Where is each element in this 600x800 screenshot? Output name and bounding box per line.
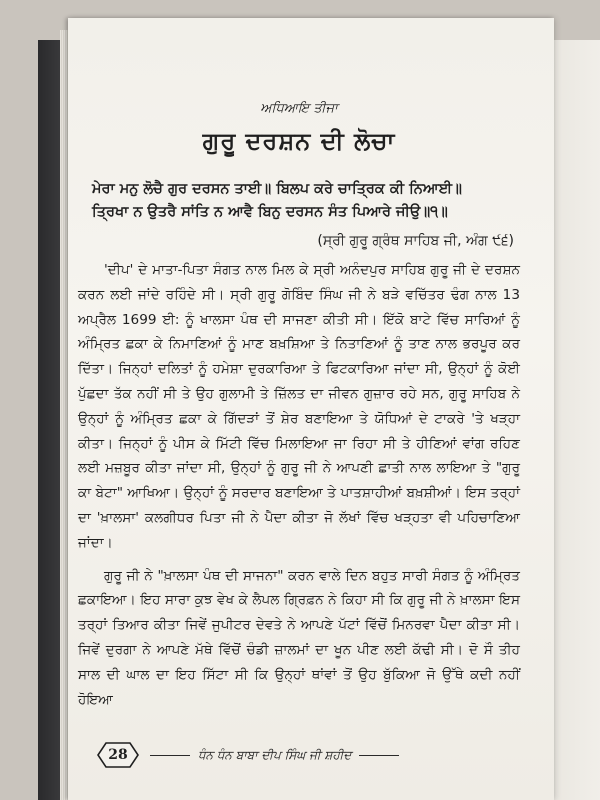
page-footer: [96, 740, 516, 770]
page-number: 28: [108, 747, 128, 763]
page-number-badge: [96, 741, 140, 769]
verse-block: [78, 178, 520, 224]
chapter-title: ਗੁਰੂ ਦਰਸ਼ਨ ਦੀ ਲੋਚਾ: [202, 127, 396, 155]
page-content: [78, 100, 520, 712]
running-title: ਧੰਨ ਧੰਨ ਬਾਬਾ ਦੀਪ ਸਿੰਘ ਜੀ ਸ਼ਹੀਦ: [198, 747, 352, 762]
verse-line-1: ਮੇਰਾ ਮਨੁ ਲੋਚੈ ਗੁਰ ਦਰਸਨ ਤਾਈ॥ ਬਿਲਪ ਕਰੇ ਚਾਤ੍ਰਿਕ ਕੀ ਨਿਆਈ॥: [92, 181, 462, 197]
paragraph-1: 'ਦੀਪ' ਦੇ ਮਾਤਾ-ਪਿਤਾ ਸੰਗਤ ਨਾਲ ਮਿਲ ਕੇ ਸ੍ਰੀ ਅਨੰਦਪੁਰ ਸਾਹਿਬ ਗੁਰੂ ਜੀ ਦੇ ਦਰਸ਼ਨ ਕਰਨ ਲਈ ਜਾਂਦੇ ਰਹਿੰਦੇ ਸੀ। ਸ੍ਰੀ ਗੁਰੂ ਗੋਬਿੰਦ ਸਿੰਘ ਜੀ ਨੇ ਬੜੇ ਵਚਿੱਤਰ ਢੰਗ ਨਾਲ 13 ਅਪ੍ਰੈਲ 1699 ਈ: ਨੂੰ ਖਾਲਸਾ ਪੰਥ ਦੀ ਸਾਜਣਾ ਕੀਤੀ ਸੀ। ਇੱਕੋ ਬਾਟੇ ਵਿੱਚ ਸਾਰਿਆਂ ਨੂੰ ਅੰਮ੍ਰਿਤ ਛਕਾ ਕੇ ਨਿਮਾਣਿਆਂ ਨੂੰ ਮਾਣ ਬਖ਼ਸ਼ਿਆ ਤੇ ਨਿਤਾਣਿਆਂ ਨੂੰ ਤਾਣ ਨਾਲ ਭਰਪੂਰ ਕਰ ਦਿੱਤਾ। ਜਿਨ੍ਹਾਂ ਦਲਿਤਾਂ ਨੂੰ ਹਮੇਸ਼ਾ ਦੁਰਕਾਰਿਆ ਤੇ ਫਿਟਕਾਰਿਆ ਜਾਂਦਾ ਸੀ, ਉਨ੍ਹਾਂ ਨੂੰ ਕੋਈ ਪੁੱਛਦਾ ਤੱਕ ਨਹੀਂ ਸੀ ਤੇ ਉਹ ਗੁਲਾਮੀ ਤੇ ਜ਼ਿੱਲਤ ਦਾ ਜੀਵਨ ਗੁਜ਼ਾਰ ਰਹੇ ਸਨ, ਗੁਰੂ ਸਾਹਿਬ ਨੇ ਉਨ੍ਹਾਂ ਨੂੰ ਅੰਮ੍ਰਿਤ ਛਕਾ ਕੇ ਗਿੱਦੜਾਂ ਤੋਂ ਸ਼ੇਰ ਬਣਾਇਆ ਤੇ ਯੋਧਿਆਂ ਦੇ ਟਾਕਰੇ 'ਤੇ ਖੜ੍ਹਾ ਕੀਤਾ। ਜਿਨ੍ਹਾਂ ਨੂੰ ਪੀਸ ਕੇ ਮਿੱਟੀ ਵਿੱਚ ਮਿਲਾਇਆ ਜਾ ਰਿਹਾ ਸੀ ਤੇ ਹੀਣਿਆਂ ਵਾਂਗ ਰਹਿਣ ਲਈ ਮਜ਼ਬੂਰ ਕੀਤਾ ਜਾਂਦਾ ਸੀ, ਉਨ੍ਹਾਂ ਨੂੰ ਗੁਰੂ ਜੀ ਨੇ ਆਪਣੀ ਛਾਤੀ ਨਾਲ ਲਾਇਆ ਤੇ "ਗੁਰੂ ਕਾ ਬੇਟਾ" ਆਖਿਆ। ਉਨ੍ਹਾਂ ਨੂੰ ਸਰਦਾਰ ਬਣਾਇਆ ਤੇ ਪਾਤਸ਼ਾਹੀਆਂ ਬਖ਼ਸ਼ੀਆਂ। ਇਸ ਤਰ੍ਹਾਂ ਦਾ 'ਖ਼ਾਲਸਾ' ਕਲਗੀਧਰ ਪਿਤਾ ਜੀ ਨੇ ਪੈਦਾ ਕੀਤਾ ਜੋ ਲੱਖਾਂ ਵਿੱਚ ਖੜ੍ਹਤਾ ਵੀ ਪਹਿਚਾਣਿਆ ਜਾਂਦਾ।: [78, 262, 520, 551]
verse-citation: (ਸ੍ਰੀ ਗੁਰੂ ਗ੍ਰੰਥ ਸਾਹਿਬ ਜੀ, ਅੰਗ ੯੬): [317, 233, 514, 249]
chapter-label: ਅਧਿਆਇ ਤੀਜਾ: [260, 101, 338, 116]
footer-rule-right: [359, 755, 399, 756]
paragraph-2: ਗੁਰੂ ਜੀ ਨੇ "ਖ਼ਾਲਸਾ ਪੰਥ ਦੀ ਸਾਜਨਾ" ਕਰਨ ਵਾਲੇ ਦਿਨ ਬਹੁਤ ਸਾਰੀ ਸੰਗਤ ਨੂੰ ਅੰਮ੍ਰਿਤ ਛਕਾਇਆ। ਇਹ ਸਾਰਾ ਕੁਝ ਵੇਖ ਕੇ ਲੈਪਲ ਗ੍ਰਿਫ਼ਨ ਨੇ ਕਿਹਾ ਸੀ ਕਿ ਗੁਰੂ ਜੀ ਨੇ ਖ਼ਾਲਸਾ ਇਸ ਤਰ੍ਹਾਂ ਤਿਆਰ ਕੀਤਾ ਜਿਵੇਂ ਜੁਪੀਟਰ ਦੇਵਤੇ ਨੇ ਆਪਣੇ ਪੱਟਾਂ ਵਿੱਚੋਂ ਮਿਨਰਵਾ ਪੈਦਾ ਕੀਤਾ ਸੀ। ਜਿਵੇਂ ਦੁਰਗਾ ਨੇ ਆਪਣੇ ਮੱਥੇ ਵਿੱਚੋਂ ਚੰਡੀ ਜ਼ਾਲਮਾਂ ਦਾ ਖੂਨ ਪੀਣ ਲਈ ਕੱਢੀ ਸੀ। ਦੋ ਸੌ ਤੀਹ ਸਾਲ ਦੀ ਘਾਲ ਦਾ ਇਹ ਸਿੱਟਾ ਸੀ ਕਿ ਉਨ੍ਹਾਂ ਥਾਂਵਾਂ ਤੋਂ ਉਹ ਬੁੱਕਿਆ ਜੋ ਉੱਥੇ ਕਦੀ ਨਹੀਂ ਹੋਇਆ: [78, 567, 520, 708]
verse-line-2: ਤ੍ਰਿਖਾ ਨ ਉਤਰੈ ਸਾਂਤਿ ਨ ਆਵੈ ਬਿਨੁ ਦਰਸਨ ਸੰਤ ਪਿਆਰੇ ਜੀਉ॥੧॥: [92, 204, 448, 220]
footer-rule-left: [150, 755, 190, 756]
